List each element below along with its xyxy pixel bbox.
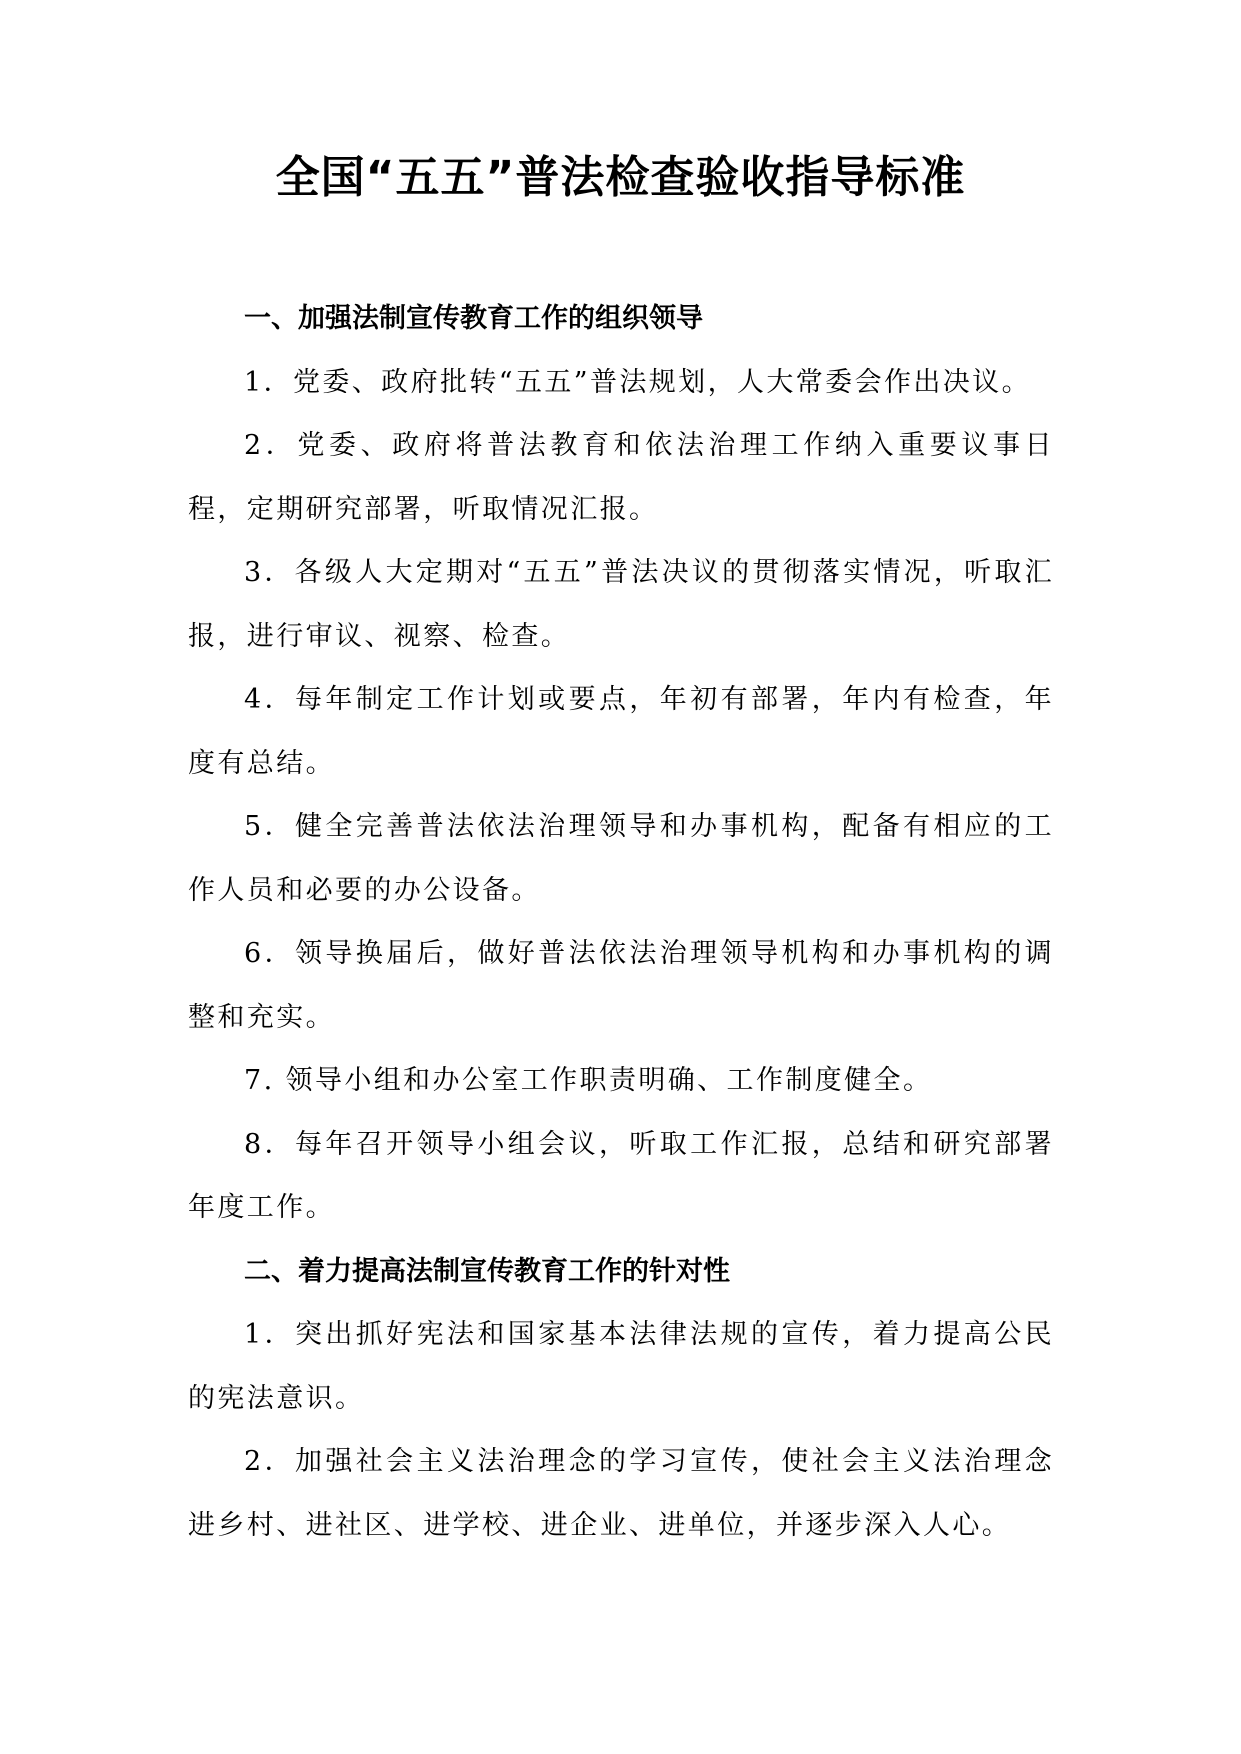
section-1-item-2: 2．党委、政府将普法教育和依法治理工作纳入重要议事日程，定期研究部署，听取情况汇报。 xyxy=(188,430,1054,525)
section-1-item-3: 3．各级人大定期对“五五”普法决议的贯彻落实情况，听取汇报，进行审议、视察、检查。 xyxy=(188,557,1054,652)
section-1-item-1: 1．党委、政府批转“五五”普法规划，人大常委会作出决议。 xyxy=(244,366,1031,398)
document-title: 全国“五五”普法检查验收指导标准 xyxy=(275,152,966,203)
section-2-item-1: 1．突出抓好宪法和国家基本法律法规的宣传，着力提高公民的宪法意识。 xyxy=(188,1319,1054,1414)
section-1-item-5: 5．健全完善普法依法治理领导和办事机构，配备有相应的工作人员和必要的办公设备。 xyxy=(188,811,1054,906)
section-2-item-2: 2．加强社会主义法治理念的学习宣传，使社会主义法治理念进乡村、进社区、进学校、进企业、进单位，并逐步深入人心。 xyxy=(188,1446,1054,1541)
section-1-item-6: 6．领导换届后，做好普法依法治理领导机构和办事机构的调整和充实。 xyxy=(188,938,1054,1033)
section-1-heading: 一、加强法制宣传教育工作的组织领导 xyxy=(244,303,703,334)
section-1-item-4: 4．每年制定工作计划或要点，年初有部署，年内有检查，年度有总结。 xyxy=(188,684,1054,779)
document-body xyxy=(188,287,1054,1557)
section-1-item-7: 7. 领导小组和办公室工作职责明确、工作制度健全。 xyxy=(244,1065,933,1096)
section-2-heading: 二、着力提高法制宣传教育工作的针对性 xyxy=(244,1255,730,1287)
section-1-item-8: 8．每年召开领导小组会议，听取工作汇报，总结和研究部署年度工作。 xyxy=(188,1128,1054,1223)
